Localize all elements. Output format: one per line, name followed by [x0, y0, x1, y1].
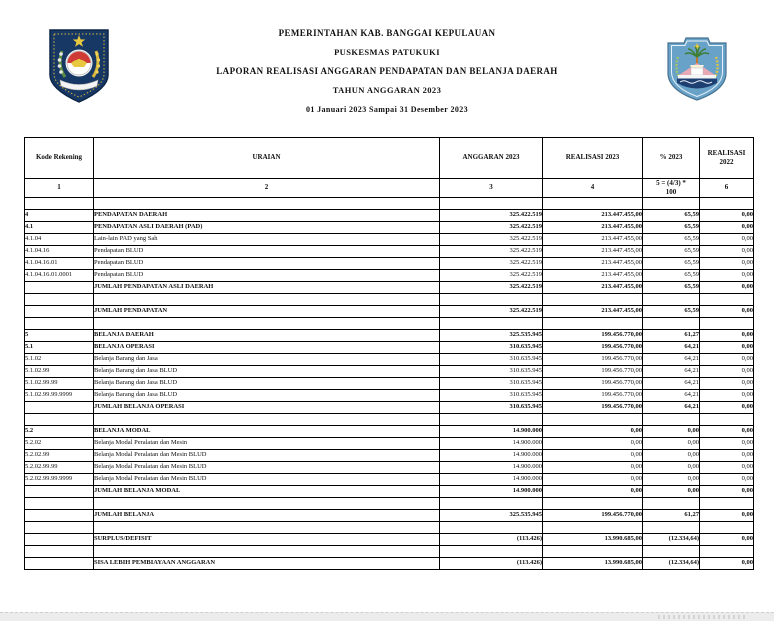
cell-realisasi-2022: 0,00	[700, 461, 754, 473]
cell-kode-rekening: 5.2.02.99.99.9999	[25, 473, 94, 485]
cell-realisasi-2022: 0,00	[700, 209, 754, 221]
formula-top: 5 = (4/3) *	[656, 179, 686, 187]
table-row	[25, 545, 754, 557]
header-row-numbers	[25, 179, 754, 198]
cell-kode-rekening: 5.2.02.99.99	[25, 461, 94, 473]
formula-bottom: 100	[665, 187, 677, 196]
cell-pct-2023: 65,59	[643, 209, 700, 221]
col-number-4: 4	[543, 179, 643, 198]
government-name: PEMERINTAHAN KAB. BANGGAI KEPULAUAN	[278, 28, 496, 38]
col-header-anggaran-2023: ANGGARAN 2023	[440, 138, 543, 179]
table-row	[25, 269, 754, 281]
cell-realisasi-2022: 0,00	[700, 269, 754, 281]
col-header-uraian: URAIAN	[94, 138, 440, 179]
fiscal-year: TAHUN ANGGARAN 2023	[332, 85, 442, 95]
table-row	[25, 293, 754, 305]
cell-pct-2023: 65,59	[643, 233, 700, 245]
table-row	[25, 329, 754, 341]
cell-realisasi-2022: 0,00	[700, 473, 754, 485]
cell-realisasi-2022	[700, 317, 754, 329]
cell-anggaran-2023: 14.900.000	[440, 437, 543, 449]
cell-kode-rekening: 5	[25, 329, 94, 341]
cell-realisasi-2022: 0,00	[700, 341, 754, 353]
table-row	[25, 533, 754, 545]
cell-anggaran-2023: 325.422.519	[440, 305, 543, 317]
table-row	[25, 461, 754, 473]
cell-kode-rekening: 4.1.04	[25, 233, 94, 245]
table-header	[25, 138, 754, 198]
cell-realisasi-2023: 0,00	[543, 449, 643, 461]
cell-anggaran-2023: 14.900.000	[440, 425, 543, 437]
table-row	[25, 305, 754, 317]
cell-uraian: JUMLAH BELANJA MODAL	[94, 485, 440, 497]
col-header-realisasi-2023: REALISASI 2023	[543, 138, 643, 179]
cell-kode-rekening	[25, 197, 94, 209]
cell-uraian: Belanja Barang dan Jasa	[94, 353, 440, 365]
cell-kode-rekening	[25, 281, 94, 293]
cell-realisasi-2022	[700, 413, 754, 425]
cell-pct-2023: 64,21	[643, 401, 700, 413]
cell-uraian: Lain-lain PAD yang Sah	[94, 233, 440, 245]
cell-kode-rekening	[25, 545, 94, 557]
cell-realisasi-2023: 199.456.770,00	[543, 353, 643, 365]
cell-realisasi-2023: 199.456.770,00	[543, 377, 643, 389]
cell-uraian: SISA LEBIH PEMBIAYAAN ANGGARAN	[94, 557, 440, 569]
cell-kode-rekening: 5.2.02	[25, 437, 94, 449]
cell-realisasi-2023: 0,00	[543, 437, 643, 449]
cell-kode-rekening: 4.1.04.16.01.0001	[25, 269, 94, 281]
cell-kode-rekening	[25, 521, 94, 533]
cell-uraian: PENDAPATAN DAERAH	[94, 209, 440, 221]
cell-pct-2023: 65,59	[643, 281, 700, 293]
agency-name: PUSKESMAS PATUKUKI	[334, 47, 440, 57]
table-row	[25, 257, 754, 269]
cell-anggaran-2023: 310.635.945	[440, 341, 543, 353]
cell-kode-rekening	[25, 293, 94, 305]
cell-uraian: Pendapatan BLUD	[94, 269, 440, 281]
cell-anggaran-2023: 325.422.519	[440, 221, 543, 233]
cell-uraian: Belanja Modal Peralatan dan Mesin	[94, 437, 440, 449]
table-row	[25, 221, 754, 233]
cell-kode-rekening: 5.1.02.99.99	[25, 377, 94, 389]
cell-realisasi-2022: 0,00	[700, 533, 754, 545]
table-row	[25, 377, 754, 389]
cell-pct-2023: 0,00	[643, 461, 700, 473]
cell-anggaran-2023	[440, 545, 543, 557]
cell-kode-rekening	[25, 317, 94, 329]
cell-pct-2023	[643, 497, 700, 509]
cell-anggaran-2023: 325.535.945	[440, 329, 543, 341]
cell-pct-2023: 0,00	[643, 425, 700, 437]
table-row	[25, 437, 754, 449]
cell-anggaran-2023: 325.422.519	[440, 245, 543, 257]
cell-anggaran-2023: 325.422.519	[440, 233, 543, 245]
cell-realisasi-2022: 0,00	[700, 389, 754, 401]
cell-realisasi-2023	[543, 497, 643, 509]
cell-pct-2023: 0,00	[643, 449, 700, 461]
table-row	[25, 473, 754, 485]
cell-uraian: BELANJA DAERAH	[94, 329, 440, 341]
table-row	[25, 509, 754, 521]
cell-anggaran-2023	[440, 497, 543, 509]
table-row	[25, 197, 754, 209]
cell-realisasi-2022: 0,00	[700, 365, 754, 377]
cell-realisasi-2022: 0,00	[700, 329, 754, 341]
cell-pct-2023	[643, 545, 700, 557]
cell-uraian: Belanja Modal Peralatan dan Mesin BLUD	[94, 461, 440, 473]
cell-anggaran-2023: 14.900.000	[440, 473, 543, 485]
table-row	[25, 209, 754, 221]
cell-realisasi-2023: 213.447.455,00	[543, 245, 643, 257]
cell-anggaran-2023: 325.422.519	[440, 281, 543, 293]
table-row	[25, 413, 754, 425]
cell-realisasi-2023: 213.447.455,00	[543, 221, 643, 233]
table-body	[25, 197, 754, 569]
cell-pct-2023	[643, 197, 700, 209]
cell-anggaran-2023: 310.635.945	[440, 389, 543, 401]
cell-realisasi-2023: 0,00	[543, 425, 643, 437]
table-row	[25, 425, 754, 437]
col-number-5-formula	[643, 179, 700, 198]
cell-pct-2023: (12.334,64)	[643, 557, 700, 569]
cell-realisasi-2022: 0,00	[700, 245, 754, 257]
cell-realisasi-2022: 0,00	[700, 437, 754, 449]
cell-realisasi-2022: 0,00	[700, 281, 754, 293]
cell-pct-2023: 61,27	[643, 509, 700, 521]
table-row	[25, 353, 754, 365]
cell-pct-2023: 65,59	[643, 245, 700, 257]
cell-uraian: Belanja Modal Peralatan dan Mesin BLUD	[94, 449, 440, 461]
cell-uraian: Pendapatan BLUD	[94, 257, 440, 269]
cell-realisasi-2022	[700, 545, 754, 557]
cell-realisasi-2022: 0,00	[700, 425, 754, 437]
cell-anggaran-2023: 14.900.000	[440, 449, 543, 461]
cell-realisasi-2023: 213.447.455,00	[543, 305, 643, 317]
cell-anggaran-2023: 310.635.945	[440, 377, 543, 389]
cell-realisasi-2023: 199.456.770,00	[543, 401, 643, 413]
cell-pct-2023: 65,59	[643, 269, 700, 281]
cell-uraian: Belanja Barang dan Jasa BLUD	[94, 377, 440, 389]
cell-pct-2023: 0,00	[643, 437, 700, 449]
table-row	[25, 389, 754, 401]
cell-pct-2023: 0,00	[643, 485, 700, 497]
cell-kode-rekening	[25, 533, 94, 545]
cell-realisasi-2023: 13.990.685,00	[543, 557, 643, 569]
col-header-realisasi-2022: REALISASI 2022	[700, 138, 754, 179]
cell-pct-2023: 64,21	[643, 389, 700, 401]
cell-anggaran-2023: (113.426)	[440, 557, 543, 569]
header-row-labels	[25, 138, 754, 179]
cell-realisasi-2023: 199.456.770,00	[543, 329, 643, 341]
table-row	[25, 365, 754, 377]
cell-pct-2023: (12.334,64)	[643, 533, 700, 545]
cell-anggaran-2023: 14.900.000	[440, 485, 543, 497]
col-header-pct-2023: % 2023	[643, 138, 700, 179]
cell-realisasi-2022: 0,00	[700, 377, 754, 389]
cell-kode-rekening: 5.2	[25, 425, 94, 437]
col-header-kode-rekening: Kode Rekening	[25, 138, 94, 179]
cell-uraian: SURPLUS/DEFISIT	[94, 533, 440, 545]
cell-pct-2023: 65,59	[643, 221, 700, 233]
cell-anggaran-2023: 310.635.945	[440, 401, 543, 413]
col-number-3: 3	[440, 179, 543, 198]
cell-realisasi-2023	[543, 317, 643, 329]
cell-uraian: JUMLAH PENDAPATAN	[94, 305, 440, 317]
cell-kode-rekening: 5.1.02.99	[25, 365, 94, 377]
cell-pct-2023: 64,21	[643, 353, 700, 365]
report-title: LAPORAN REALISASI ANGGARAN PENDAPATAN DAN BELANJA DAERAH	[216, 66, 558, 76]
cell-realisasi-2023: 199.456.770,00	[543, 365, 643, 377]
cell-pct-2023: 65,59	[643, 305, 700, 317]
cell-anggaran-2023	[440, 521, 543, 533]
cell-realisasi-2022: 0,00	[700, 305, 754, 317]
cell-anggaran-2023	[440, 317, 543, 329]
cell-kode-rekening	[25, 305, 94, 317]
table-row	[25, 341, 754, 353]
cell-pct-2023	[643, 317, 700, 329]
table-row	[25, 521, 754, 533]
cell-realisasi-2023: 0,00	[543, 485, 643, 497]
cell-realisasi-2022: 0,00	[700, 485, 754, 497]
cell-kode-rekening	[25, 413, 94, 425]
cell-kode-rekening: 4.1.04.16.01	[25, 257, 94, 269]
cell-anggaran-2023	[440, 293, 543, 305]
table-row	[25, 449, 754, 461]
cell-realisasi-2023: 199.456.770,00	[543, 509, 643, 521]
cell-kode-rekening	[25, 485, 94, 497]
cell-kode-rekening: 5.1	[25, 341, 94, 353]
cell-realisasi-2022	[700, 197, 754, 209]
cell-uraian: JUMLAH BELANJA OPERASI	[94, 401, 440, 413]
cell-anggaran-2023	[440, 197, 543, 209]
cell-kode-rekening: 5.1.02.99.99.9999	[25, 389, 94, 401]
table-row	[25, 233, 754, 245]
cell-kode-rekening	[25, 401, 94, 413]
cell-realisasi-2022: 0,00	[700, 401, 754, 413]
cell-kode-rekening	[25, 509, 94, 521]
cell-anggaran-2023: 325.422.519	[440, 269, 543, 281]
cell-realisasi-2022	[700, 521, 754, 533]
cell-realisasi-2023: 0,00	[543, 473, 643, 485]
cell-uraian	[94, 521, 440, 533]
cell-uraian: BELANJA OPERASI	[94, 341, 440, 353]
cell-uraian: Pendapatan BLUD	[94, 245, 440, 257]
cell-uraian	[94, 413, 440, 425]
cell-anggaran-2023: 325.422.519	[440, 257, 543, 269]
cell-realisasi-2023: 0,00	[543, 461, 643, 473]
cell-pct-2023	[643, 293, 700, 305]
cell-pct-2023: 65,59	[643, 257, 700, 269]
cell-realisasi-2023: 199.456.770,00	[543, 341, 643, 353]
cell-uraian	[94, 317, 440, 329]
cell-realisasi-2023	[543, 521, 643, 533]
cell-realisasi-2022: 0,00	[700, 257, 754, 269]
cell-realisasi-2022: 0,00	[700, 449, 754, 461]
col-number-6: 6	[700, 179, 754, 198]
cell-kode-rekening: 4.1.04.16	[25, 245, 94, 257]
cell-uraian: PENDAPATAN ASLI DAERAH (PAD)	[94, 221, 440, 233]
cell-uraian: Belanja Barang dan Jasa BLUD	[94, 389, 440, 401]
cell-realisasi-2023: 213.447.455,00	[543, 257, 643, 269]
cell-pct-2023	[643, 413, 700, 425]
cell-anggaran-2023: (113.426)	[440, 533, 543, 545]
cell-realisasi-2023	[543, 413, 643, 425]
table-row	[25, 557, 754, 569]
cell-kode-rekening: 5.1.02	[25, 353, 94, 365]
cell-realisasi-2023: 213.447.455,00	[543, 281, 643, 293]
cell-realisasi-2022	[700, 293, 754, 305]
cell-uraian	[94, 197, 440, 209]
cell-anggaran-2023: 310.635.945	[440, 365, 543, 377]
cell-realisasi-2023	[543, 197, 643, 209]
cell-uraian	[94, 497, 440, 509]
cell-uraian: JUMLAH PENDAPATAN ASLI DAERAH	[94, 281, 440, 293]
cell-kode-rekening	[25, 557, 94, 569]
cell-anggaran-2023: 325.535.945	[440, 509, 543, 521]
cell-uraian	[94, 293, 440, 305]
illegible-print-footer	[658, 615, 746, 619]
cell-anggaran-2023: 310.635.945	[440, 353, 543, 365]
budget-realization-table	[24, 137, 754, 570]
viewer-bottom-edge	[0, 612, 774, 621]
cell-realisasi-2023: 213.447.455,00	[543, 233, 643, 245]
cell-realisasi-2022: 0,00	[700, 557, 754, 569]
table-row	[25, 497, 754, 509]
table-row	[25, 317, 754, 329]
table-row	[25, 245, 754, 257]
cell-realisasi-2022: 0,00	[700, 221, 754, 233]
col-number-2: 2	[94, 179, 440, 198]
cell-uraian: Belanja Barang dan Jasa BLUD	[94, 365, 440, 377]
cell-pct-2023: 64,21	[643, 341, 700, 353]
cell-anggaran-2023	[440, 413, 543, 425]
cell-realisasi-2023: 199.456.770,00	[543, 389, 643, 401]
col-number-1: 1	[25, 179, 94, 198]
cell-realisasi-2023: 13.990.685,00	[543, 533, 643, 545]
cell-uraian: JUMLAH BELANJA	[94, 509, 440, 521]
report-header	[0, 24, 774, 119]
cell-kode-rekening: 5.2.02.99	[25, 449, 94, 461]
cell-uraian: BELANJA MODAL	[94, 425, 440, 437]
cell-realisasi-2022: 0,00	[700, 509, 754, 521]
cell-realisasi-2022: 0,00	[700, 233, 754, 245]
cell-realisasi-2022: 0,00	[700, 353, 754, 365]
table-row	[25, 401, 754, 413]
cell-realisasi-2023	[543, 293, 643, 305]
cell-uraian: Belanja Modal Peralatan dan Mesin BLUD	[94, 473, 440, 485]
cell-pct-2023: 64,21	[643, 365, 700, 377]
cell-anggaran-2023: 14.900.000	[440, 461, 543, 473]
cell-realisasi-2023: 213.447.455,00	[543, 209, 643, 221]
cell-pct-2023: 61,27	[643, 329, 700, 341]
cell-kode-rekening	[25, 497, 94, 509]
report-period: 01 Januari 2023 Sampai 31 Desember 2023	[305, 105, 469, 114]
cell-realisasi-2023: 213.447.455,00	[543, 269, 643, 281]
table-row	[25, 281, 754, 293]
cell-realisasi-2022	[700, 497, 754, 509]
cell-pct-2023	[643, 521, 700, 533]
cell-kode-rekening: 4.1	[25, 221, 94, 233]
cell-realisasi-2023	[543, 545, 643, 557]
table-row	[25, 485, 754, 497]
cell-uraian	[94, 545, 440, 557]
cell-pct-2023: 0,00	[643, 473, 700, 485]
cell-anggaran-2023: 325.422.519	[440, 209, 543, 221]
cell-pct-2023: 64,21	[643, 377, 700, 389]
cell-kode-rekening: 4	[25, 209, 94, 221]
